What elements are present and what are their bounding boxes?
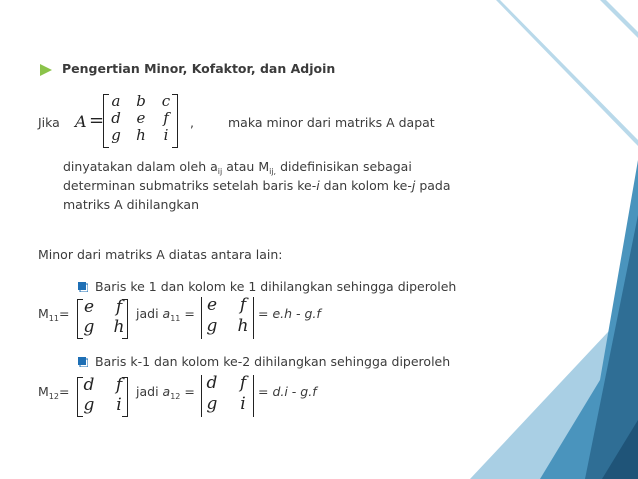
det-1-cell: f [239,295,247,315]
det-2-cell: d [206,373,218,393]
m12-result: = d.i - g.f [258,384,317,399]
maka-text: maka minor dari matriks A dapat [228,115,435,130]
m11-label: $M_{11}=$ [38,306,70,323]
item-2-text: Baris k-1 dan kolom ke-2 dihilangkan sehingga diperoleh [95,354,451,369]
m11-cell: e [83,297,95,317]
matrix-a-cell: e [136,109,146,127]
matrix-a-cell: g [111,126,121,144]
minor-intro: Minor dari matriks A diatas antara lain: [38,247,283,262]
definition-line-3: matriks A dihilangkan [63,197,199,212]
m11-cell: g [83,317,95,337]
page-title: Pengertian Minor, Kofaktor, dan Adjoin [62,61,336,76]
definition-line-1: dinyatakan dalam oleh $a_{ij}$ atau $M_{ij,}$ didefinisikan sebagai [63,159,412,176]
deco-line-1 [496,0,638,146]
det-2-cell: g [206,394,218,414]
matrix-a-cell: a [111,92,121,110]
comma: , [190,115,194,130]
matrix-a-cell: i [163,126,169,144]
det-2-cell: f [239,373,247,393]
matrix-a-cell: f [163,109,169,127]
m12-cell: g [83,395,95,415]
m11-result: = e.h - g.f [258,306,321,321]
deco-line-2 [600,0,638,38]
arrow-bullet-icon [40,64,52,76]
equals-sign: = [89,110,105,131]
checkbox-bullet-icon [78,357,88,367]
jadi-2: jadi $a_{12}$ = [136,384,195,401]
det-1-cell: e [206,295,218,315]
matrix-a-cell: d [111,109,121,127]
m12-label: $M_{12}=$ [38,384,70,401]
matrix-name: A [75,112,87,131]
item-1-text: Baris ke 1 dan kolom ke 1 dihilangkan sehingga diperoleh [95,279,457,294]
det-2-cell: i [240,394,246,414]
m12-cell: d [83,375,95,395]
jika-label: Jika [38,115,60,130]
definition-line-2: determinan submatriks setelah baris ke-i dan kolom ke-j pada [63,178,451,193]
matrix-a-cell: h [136,126,146,144]
det-1-cell: g [206,316,218,336]
jadi-1: jadi $a_{11}$ = [136,306,195,323]
m11-cell: h [113,317,125,337]
m12-cell: f [115,375,123,395]
det-1-cell: h [237,316,249,336]
checkbox-bullet-icon [78,282,88,292]
m11-cell: f [115,297,123,317]
matrix-a-cell: b [136,92,146,110]
m12-cell: i [116,395,122,415]
matrix-a-cell: c [161,92,171,110]
